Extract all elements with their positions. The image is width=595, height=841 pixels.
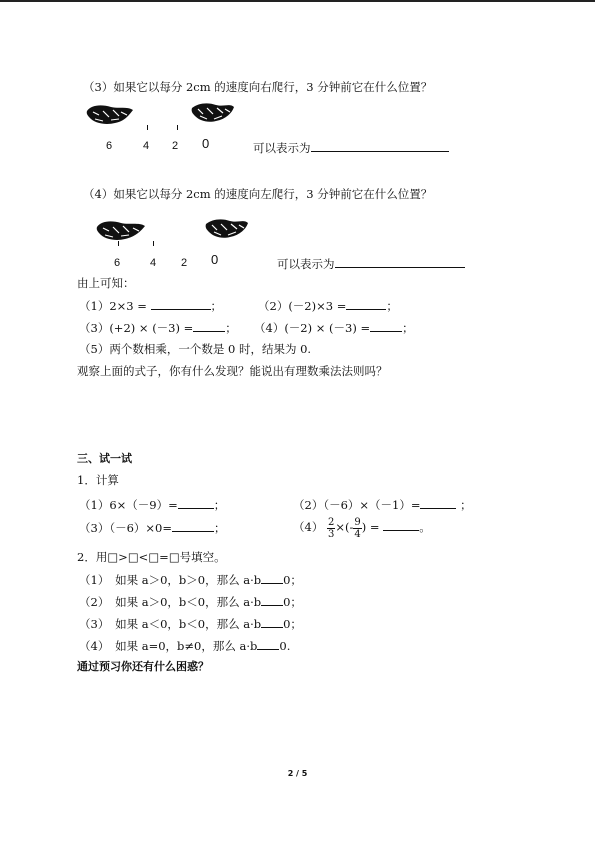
ant-image-4 bbox=[204, 217, 250, 241]
closing-question: 通过预习你还有什么困惑？ bbox=[77, 660, 209, 673]
fill-blank-4[interactable] bbox=[257, 638, 279, 650]
calc-item-4: （4） $\frac{2}{3}$ ×(- $\frac{9}{4}$ ) = 。 bbox=[293, 516, 431, 540]
fill-blank-1[interactable] bbox=[261, 572, 283, 584]
label-2-q4: 2 bbox=[181, 257, 188, 269]
top-rule bbox=[0, 0, 595, 2]
fill-item-2: （2） 如果 a＞0，b＜0，那么 a·b 0； bbox=[79, 595, 302, 609]
section3-sub2: 2．用□>□<□=□号填空。 bbox=[77, 550, 226, 564]
tick-4-q3 bbox=[147, 125, 148, 130]
label-0-q3: 0 bbox=[202, 136, 210, 151]
summary-blank-4[interactable] bbox=[370, 320, 402, 332]
calc-blank-2[interactable] bbox=[420, 497, 456, 509]
q3-answer-blank[interactable] bbox=[311, 140, 449, 152]
section3-title: 三、试一试 bbox=[77, 452, 132, 465]
q4-text: （4）如果它以每分 2cm 的速度向左爬行，3 分钟前它在什么位置？ bbox=[83, 187, 433, 201]
calc-blank-1[interactable] bbox=[178, 497, 214, 509]
q3-expr-label: 可以表示为 bbox=[253, 140, 449, 155]
calc-blank-4[interactable] bbox=[383, 519, 419, 531]
ant-image-3 bbox=[95, 219, 147, 243]
summary-intro: 由上可知： bbox=[77, 276, 135, 290]
q3-text: （3）如果它以每分 2cm 的速度向右爬行，3 分钟前它在什么位置？ bbox=[83, 80, 433, 94]
fill-item-3: （3） 如果 a＜0，b＜0，那么 a·b 0； bbox=[79, 617, 302, 631]
label-2-q3: 2 bbox=[172, 140, 179, 152]
tick-2-q3 bbox=[177, 125, 178, 130]
fill-item-1: （1） 如果 a＞0，b＞0，那么 a·b 0； bbox=[79, 573, 302, 587]
label-4-q4: 4 bbox=[150, 257, 157, 269]
fraction-9-4: $\frac{9}{4}$ bbox=[354, 516, 361, 540]
summary-item-3: （3）(+2) × (－3) = ； bbox=[79, 321, 237, 335]
summary-blank-2[interactable] bbox=[346, 298, 386, 310]
tick-4-q4 bbox=[153, 241, 154, 246]
calc-item-1: （1）6×（－9）= ； bbox=[79, 498, 226, 512]
fill-blank-2[interactable] bbox=[261, 594, 283, 606]
summary-item-1: （1）2×3 = ； bbox=[79, 299, 223, 313]
fill-blank-3[interactable] bbox=[261, 616, 283, 628]
summary-item-2: （2）(－2)×3 = ； bbox=[258, 299, 398, 313]
ant-image-2 bbox=[190, 101, 236, 125]
q4-expr-label: 可以表示为 bbox=[277, 256, 465, 271]
fill-item-4: （4） 如果 a=0，b≠0，那么 a·b 0. bbox=[79, 639, 291, 653]
label-0-q4: 0 bbox=[211, 252, 219, 267]
q4-answer-blank[interactable] bbox=[335, 256, 465, 268]
calc-item-3: （3）（－6）×0= ； bbox=[79, 521, 226, 535]
label-6-q3: 6 bbox=[106, 140, 113, 152]
calc-blank-3[interactable] bbox=[172, 520, 214, 532]
summary-item-4: （4）(－2) × (－3) = ； bbox=[254, 321, 414, 335]
summary-blank-1[interactable] bbox=[151, 298, 211, 310]
summary-item-5: （5）两个数相乘，一个数是 0 时，结果为 0. bbox=[79, 342, 312, 356]
fraction-2-3: $\frac{2}{3}$ bbox=[327, 516, 335, 540]
summary-blank-3[interactable] bbox=[193, 320, 225, 332]
summary-question: 观察上面的式子，你有什么发现？能说出有理数乘法法则吗？ bbox=[77, 364, 388, 378]
label-4-q3: 4 bbox=[143, 140, 150, 152]
label-6-q4: 6 bbox=[114, 257, 121, 269]
section3-sub1: 1．计算 bbox=[77, 473, 119, 487]
calc-item-2: （2）（－6）×（－1）= ； bbox=[293, 498, 472, 512]
ant-image-1 bbox=[85, 103, 135, 127]
tick-6-q4 bbox=[118, 241, 119, 246]
page-number: 2 / 5 bbox=[287, 769, 308, 778]
